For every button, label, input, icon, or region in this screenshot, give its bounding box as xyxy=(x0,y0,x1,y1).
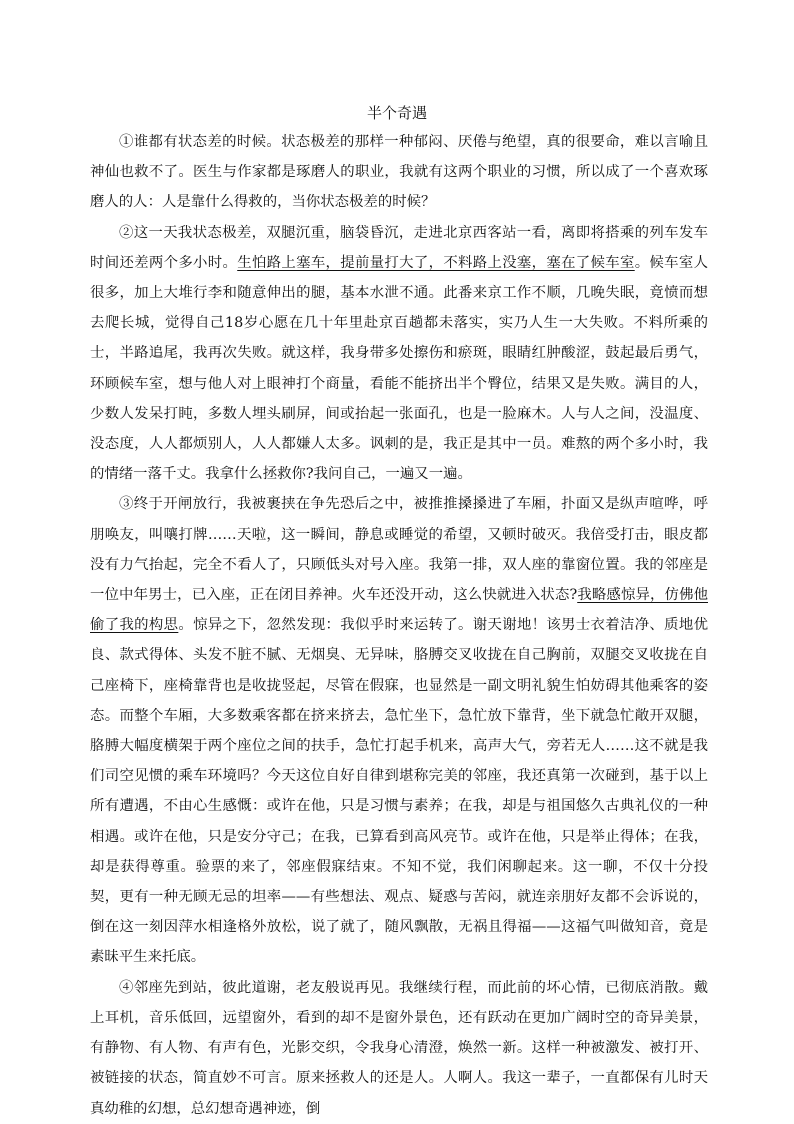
article-title: 半个奇遇 xyxy=(366,104,427,122)
paragraph-2-underlined-sentence: 生怕路上塞车，提前量打大了，不料路上没塞，塞在了候车室 xyxy=(237,254,635,271)
paragraph-2-text-a: ②这一天我状态极差，双腿沉重，脑袋昏沉，走进北京西客站一看，离即将搭乘的列车发车时间还差两个多小时。 xyxy=(90,224,708,271)
paragraph-3-text-b: 。惊异之下，忽然发现：我似乎时来运转了。谢天谢地！该男士衣着洁净、质地优良、款式得体、头发不脏不腻、无烟臭、无异味，胳膊交叉收拢在自己胸前，双腿交叉收拢在自己座椅下，座椅靠背也是收拢竖起，尽管在假寐，也显然是一副文明礼貌生怕妨碍其他乘客的姿态。而整个车厢，大多数乘客都在挤来挤去，急忙坐下，急忙放下靠背，坐下就急忙敞开双腿，胳膊大幅度横架于两个座位之间的扶手，急忙打起手机来，高声大气，旁若无人……这不就是我们司空见惯的乘车环境吗？今天这位自好自律到堪称完美的邻座，我还真第一次碰到，基于以上所有遭遇，不由心生感慨：或许在他，只是习惯与素养；在我，却是与祖国悠久古典礼仪的一种相遇。或许在他，只是安分守己；在我，已算看到高风亮节。或许在他，只是举止得体；在我，却是获得尊重。验票的来了，邻座假寐结束。不知不觉，我们闲聊起来。这一聊，不仅十分投契，更有一种无顾无忌的坦率——有些想法、观点、疑惑与苦闷，就连亲朋好友都不会诉说的，倒在这一刻因萍水相逢格外放松，说了就了，随风飘散，无祸且得福——这福气叫做知音，竟是素昧平生来托底。 xyxy=(90,617,708,966)
paragraph-3-underlined-sentence: 我略感惊异，仿佛他偷了我的构思 xyxy=(90,587,708,634)
paragraph-1-text: ①谁都有状态差的时候。状态极差的那样一种郁闷、厌倦与绝望，真的很要命，难以言喻且神仙也救不了。医生与作家都是琢磨人的职业，我就有这两个职业的习惯，所以成了一个喜欢琢磨人的人：人是靠什么得救的，当你状态极差的时候？ xyxy=(90,134,708,211)
paragraph-2-text-b: 。候车室人很多，加上大堆行李和随意伸出的腿，基本水泄不通。此番来京工作不顺，几晚失眠，竟愤而想去爬长城，觉得自己18岁心愿在几十年里赴京百趟都未落实，实乃人生一大失败。不料所乘的士，半路追尾，我再次失败。就这样，我身带多处擦伤和瘀斑，眼睛红肿酸涩，鼓起最后勇气，环顾候车室，想与他人对上眼神打个商量，看能不能挤出半个臀位，结果又是失败。满目的人，少数人发呆打盹，多数人埋头刷屏，间或抬起一张面孔，也是一脸麻木。人与人之间，没温度、没态度，人人都烦别人，人人都嫌人太多。讽刺的是，我正是其中一员。难熬的两个多小时，我的情绪一落千丈。我拿什么拯救你?我问自己，一遍又一遍。 xyxy=(90,254,708,483)
paragraph-3 xyxy=(90,489,708,972)
paragraph-3-text-a: ③终于开闸放行，我被裹挟在争先恐后之中，被推推搡搡进了车厢，扑面又是纵声喧哗，呼朋唤友，叫嚷打牌……天啦，这一瞬间，静息或睡觉的希望，又顿时破灭。我倍受打击，眼皮都没有力气抬起，完全不看人了，只顾低头对号入座。我第一排，双人座的靠窗位置。我的邻座是一位中年男士，已入座，正在闭目养神。火车还没开动，这么快就进入状态? xyxy=(90,496,708,604)
paragraph-4 xyxy=(90,973,708,1124)
article-body xyxy=(90,127,708,1124)
paragraph-2 xyxy=(90,218,708,490)
paragraph-4-text: ④邻座先到站，彼此道谢，老友般说再见。我继续行程，而此前的坏心情，已彻底消散。戴上耳机，音乐低回，远望窗外，看到的却不是窗外景色，还有跃动在更加广阔时空的奇异美景，有静物、有人物、有声有色，光影交织，令我身心清澄，焕然一新。这样一种被激发、被打开、被链接的状态，简直妙不可言。原来拯救人的还是人。人啊人。我这一辈子，一直都保有儿时天真幼稚的幻想，总幻想奇遇神迹，倒 xyxy=(90,979,708,1117)
paragraph-1 xyxy=(90,127,708,218)
